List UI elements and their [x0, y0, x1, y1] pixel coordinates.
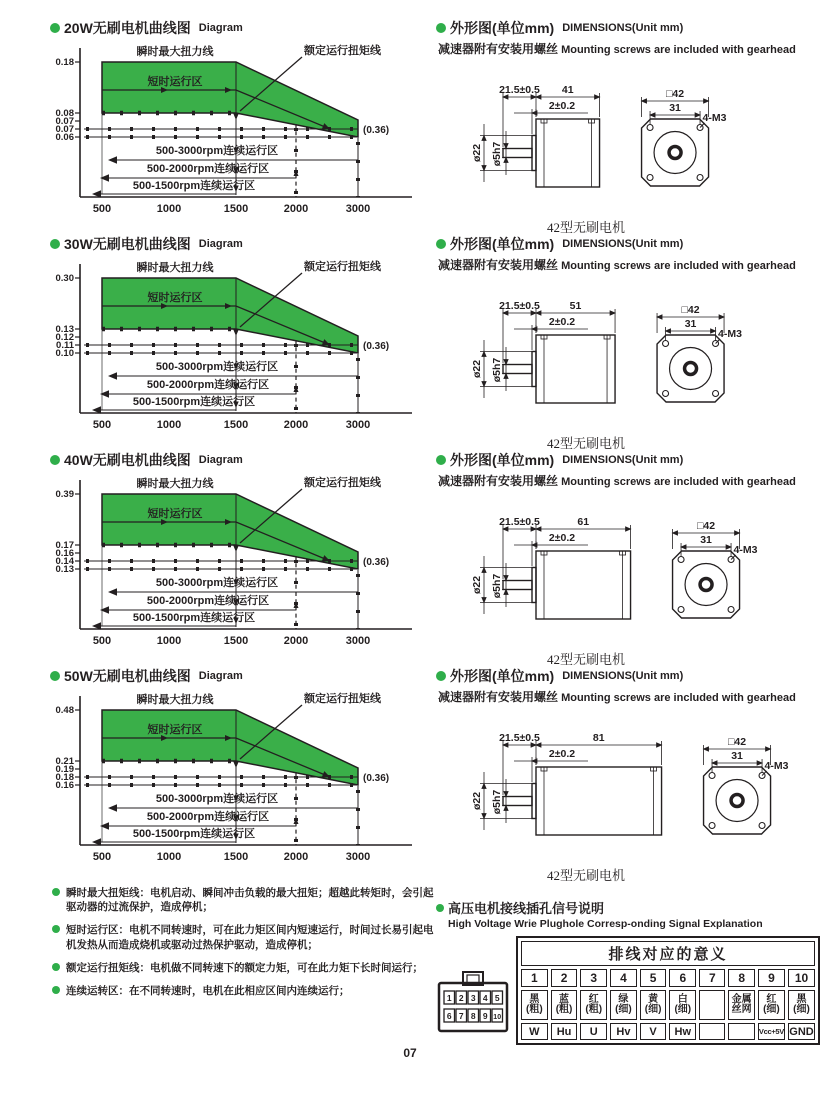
dim-label: □42	[697, 520, 716, 532]
dimension-section-3	[436, 450, 816, 666]
footnote-item	[52, 984, 434, 998]
short-run-zone-label: 短时运行区	[147, 76, 203, 88]
x-tick-label: 500	[92, 851, 112, 863]
wiring-table	[516, 936, 820, 1045]
x-tick-label: 1000	[156, 203, 182, 215]
drawing-lines	[503, 551, 740, 619]
motor-type-caption: 42型无刷电机	[546, 868, 625, 883]
bullet-icon	[52, 986, 60, 994]
footnote-text: 连续运转区：在不同转速时，电机在此相应区间内连续运行；	[66, 984, 350, 997]
chart-title-zh: 30W无刷电机曲线图	[64, 236, 191, 252]
chart-title-zh: 20W无刷电机曲线图	[64, 20, 191, 36]
dimension-drawing-51	[436, 279, 816, 431]
mounting-note: 减速器附有安装用螺丝 Mounting screws are included with gearhead	[438, 690, 796, 704]
tip-annotation: (0.36)	[363, 557, 390, 568]
y-tick-label: 0.21	[55, 756, 74, 767]
x-tick-label: 500	[92, 203, 112, 215]
wiring-cell-clr: 红(细)	[758, 990, 785, 1020]
dim-label-flange: ø22	[471, 791, 483, 811]
wiring-cell-pin: 4	[610, 969, 637, 987]
x-tick-label: 1500	[223, 203, 249, 215]
connector-pin: 2	[458, 993, 464, 1003]
torque-chart-30w	[50, 258, 424, 446]
dim-title-en: DIMENSIONS(Unit mm)	[562, 670, 684, 682]
chart-section-title	[50, 234, 424, 254]
dimension-labels	[471, 732, 789, 814]
mounting-note: 减速器附有安装用螺丝 Mounting screws are included with gearhead	[438, 474, 796, 488]
chart-section-title	[50, 18, 424, 38]
torque-chart-svg	[50, 42, 424, 228]
x-tick-label: 2000	[283, 635, 309, 647]
dimension-header	[436, 666, 816, 686]
dim-label: 2±0.2	[548, 100, 576, 112]
dim-label: 31	[684, 318, 697, 330]
footnote-text: 短时运行区：电机不同转速时，可在此力矩区间内短速运行，时间过长易引起电机发热从而造成烧机或驱动过热保护驱动，造成停机；	[66, 924, 434, 951]
wiring-title-zh: 高压电机接线插孔信号说明	[448, 901, 605, 916]
x-tick-label: 500	[92, 635, 112, 647]
wiring-cell-pin: 3	[580, 969, 607, 987]
connector-pin: 3	[470, 993, 476, 1003]
wiring-cell-sig: U	[580, 1023, 607, 1040]
zone-2000-label: 500-2000rpm连续运行区	[146, 379, 270, 391]
dimension-section-1	[436, 18, 816, 234]
tip-annotation: (0.36)	[363, 341, 390, 352]
y-tick-label: 0.16	[55, 548, 74, 559]
chart-section-title	[50, 666, 424, 686]
connector-plug-icon	[436, 970, 512, 1039]
dim-label-flange: ø22	[471, 143, 483, 163]
x-tick-label: 500	[92, 419, 112, 431]
wiring-body	[436, 936, 820, 1045]
connector-pin: 8	[470, 1011, 476, 1021]
wiring-cell-clr: 黑(细)	[788, 990, 815, 1020]
wiring-cell-pin: 1	[521, 969, 548, 987]
chart-section-30w	[50, 234, 424, 450]
dim-label-flange: ø22	[471, 359, 483, 379]
wiring-cell-sig: W	[521, 1023, 548, 1040]
wiring-cell-pin: 6	[669, 969, 696, 987]
dim-label: □42	[728, 736, 747, 748]
chart-section-title	[50, 450, 424, 470]
wiring-cell-clr: 红(粗)	[580, 990, 607, 1020]
wiring-cell-sig	[699, 1023, 725, 1040]
footnote-text: 瞬时最大扭矩线：电机启动、瞬间冲击负载的最大扭矩；超越此转矩时，会引起驱动器的过流保护，造成停机；	[66, 887, 434, 914]
bullet-icon	[50, 239, 60, 249]
bullet-icon	[52, 888, 60, 896]
connector-pin: 10	[493, 1014, 502, 1021]
bullet-icon	[436, 904, 444, 912]
dimension-header	[436, 450, 816, 470]
footnotes	[52, 886, 434, 1007]
chart-title-en: Diagram	[198, 670, 243, 682]
dimension-svg	[436, 495, 816, 647]
wiring-cell-clr: 黄(细)	[640, 990, 667, 1020]
bullet-icon	[436, 455, 446, 465]
connector-pin: 4	[482, 993, 488, 1003]
dim-label: 41	[561, 84, 574, 96]
max-torque-line-label: 瞬时最大扭力线	[136, 262, 214, 274]
x-tick-label: 3000	[345, 203, 371, 215]
short-run-zone-label: 短时运行区	[147, 292, 203, 304]
drawing-lines	[503, 119, 709, 187]
max-torque-line-label: 瞬时最大扭力线	[136, 694, 214, 706]
rated-torque-line-label: 额定运行扭矩线	[304, 693, 381, 705]
charts-column	[50, 18, 424, 882]
wiring-cell-pin: 9	[758, 969, 785, 987]
footnote-text: 额定运行扭矩线：电机做不同转速下的额定力矩，可在此力矩下长时间运行；	[66, 961, 423, 974]
connector-pin: 6	[446, 1011, 452, 1021]
torque-chart-40w	[50, 474, 424, 662]
y-tick-label: 0.13	[55, 564, 74, 575]
dim-label: 21.5±0.5	[499, 732, 540, 744]
y-tick-label: 0.14	[55, 556, 74, 567]
chart-title-en: Diagram	[198, 454, 243, 466]
wiring-cell-sig: Vcc+5V	[758, 1023, 785, 1040]
x-tick-label: 3000	[345, 635, 371, 647]
dimension-svg	[436, 279, 816, 431]
dim-label: 2±0.2	[548, 316, 576, 328]
y-tick-label: 0.48	[55, 705, 74, 716]
wiring-table-title: 排线对应的意义	[521, 941, 815, 966]
wiring-cell-pin: 7	[699, 969, 725, 987]
dim-label: 2±0.2	[548, 748, 576, 760]
torque-chart-50w	[50, 690, 424, 878]
connector-plug-svg	[436, 970, 512, 1034]
wiring-cell-pin: 5	[640, 969, 667, 987]
dim-label-shaft: ø5h7	[491, 789, 503, 815]
wiring-cell-pin: 2	[551, 969, 578, 987]
dim-title-zh: 外形图(单位mm)	[450, 452, 555, 468]
chart-title-en: Diagram	[198, 22, 243, 34]
dim-title-en: DIMENSIONS(Unit mm)	[562, 22, 684, 34]
wiring-title	[436, 898, 820, 917]
page-number: 07	[403, 1046, 417, 1060]
bullet-icon	[52, 963, 60, 971]
dim-title-zh: 外形图(单位mm)	[450, 668, 555, 684]
wiring-cell-sig: Hu	[551, 1023, 578, 1040]
short-run-zone-label: 短时运行区	[147, 508, 203, 520]
dimension-drawing-41	[436, 63, 816, 215]
zone-3000-label: 500-3000rpm连续运行区	[155, 145, 279, 157]
wiring-cell-pin: 8	[728, 969, 754, 987]
x-tick-label: 3000	[345, 851, 371, 863]
y-tick-label: 0.17	[55, 540, 74, 551]
drawing-lines	[503, 335, 724, 403]
rated-torque-line-label: 额定运行扭矩线	[304, 45, 381, 57]
dim-title-en: DIMENSIONS(Unit mm)	[562, 238, 684, 250]
x-tick-label: 1000	[156, 635, 182, 647]
connector-pin: 7	[458, 1011, 464, 1021]
rated-torque-line-label: 额定运行扭矩线	[304, 477, 381, 489]
dim-label-shaft: ø5h7	[491, 573, 503, 599]
dim-label: 61	[577, 516, 590, 528]
dim-label: 51	[569, 300, 582, 312]
y-tick-label: 0.16	[55, 780, 74, 791]
bullet-icon	[436, 671, 446, 681]
x-tick-label: 2000	[283, 203, 309, 215]
zone-2000-label: 500-2000rpm连续运行区	[146, 811, 270, 823]
dim-title-en: DIMENSIONS(Unit mm)	[562, 454, 684, 466]
bullet-icon	[50, 671, 60, 681]
dim-label-holes: 4-M3	[733, 544, 758, 556]
y-tick-label: 0.18	[55, 772, 74, 783]
dimension-svg	[436, 63, 816, 215]
wiring-section	[436, 898, 820, 1045]
dim-label: 21.5±0.5	[499, 300, 540, 312]
wiring-cell-sig: GND	[788, 1023, 815, 1040]
wiring-cell-clr: 金属丝网	[728, 990, 754, 1020]
y-tick-label: 0.08	[55, 108, 74, 119]
wiring-cell-sig: Hw	[669, 1023, 696, 1040]
chart-title-zh: 50W无刷电机曲线图	[64, 668, 191, 684]
mounting-note: 减速器附有安装用螺丝 Mounting screws are included with gearhead	[438, 258, 796, 272]
chart-title-zh: 40W无刷电机曲线图	[64, 452, 191, 468]
wiring-cell-sig	[728, 1023, 754, 1040]
zone-1500-label: 500-1500rpm连续运行区	[132, 180, 256, 192]
footnote-item	[52, 886, 434, 914]
wiring-cell-pin: 10	[788, 969, 815, 987]
zone-1500-label: 500-1500rpm连续运行区	[132, 828, 256, 840]
connector-pin: 1	[446, 993, 452, 1003]
wiring-cell-clr: 蓝(粗)	[551, 990, 578, 1020]
wiring-cell-clr: 绿(细)	[610, 990, 637, 1020]
dimension-section-4	[436, 666, 816, 882]
wiring-cell-clr: 白(细)	[669, 990, 696, 1020]
motor-type-caption: 42型无刷电机	[546, 220, 625, 235]
zone-3000-label: 500-3000rpm连续运行区	[155, 793, 279, 805]
mounting-note: 减速器附有安装用螺丝 Mounting screws are included with gearhead	[438, 42, 796, 56]
wiring-cell-clr: 黑(粗)	[521, 990, 548, 1020]
torque-band	[102, 710, 358, 785]
zone-1500-label: 500-1500rpm连续运行区	[132, 612, 256, 624]
connector-pin: 9	[482, 1011, 488, 1021]
rated-torque-line-label: 额定运行扭矩线	[304, 261, 381, 273]
chart-title-en: Diagram	[198, 238, 243, 250]
torque-band	[102, 62, 358, 137]
zone-3000-label: 500-3000rpm连续运行区	[155, 361, 279, 373]
motor-type-caption: 42型无刷电机	[546, 652, 625, 667]
bullet-icon	[50, 455, 60, 465]
dimension-lines	[480, 741, 771, 830]
bullet-icon	[436, 23, 446, 33]
y-tick-label: 0.12	[55, 332, 74, 343]
zone-3000-label: 500-3000rpm连续运行区	[155, 577, 279, 589]
dim-label: □42	[681, 304, 700, 316]
dimension-section-2	[436, 234, 816, 450]
dim-label: 21.5±0.5	[499, 516, 540, 528]
dim-label: 2±0.2	[548, 532, 576, 544]
footnote-item	[52, 923, 434, 951]
zone-2000-label: 500-2000rpm连续运行区	[146, 595, 270, 607]
y-tick-label: 0.18	[55, 57, 74, 68]
dimension-header	[436, 18, 816, 38]
dim-label-holes: 4-M3	[718, 328, 742, 340]
footnote-item	[52, 961, 434, 975]
dimension-drawing-61	[436, 495, 816, 647]
chart-section-40w	[50, 450, 424, 666]
y-tick-label: 0.10	[55, 348, 74, 359]
y-tick-label: 0.30	[55, 273, 74, 284]
dim-label: 31	[669, 102, 681, 114]
chart-section-20w	[50, 18, 424, 234]
bullet-icon	[436, 239, 446, 249]
dimension-labels	[471, 300, 742, 382]
bullet-icon	[52, 925, 60, 933]
dimension-svg	[436, 711, 816, 863]
dimensions-column	[436, 18, 816, 882]
wiring-cell-sig: V	[640, 1023, 667, 1040]
y-tick-label: 0.07	[55, 124, 74, 135]
torque-chart-svg	[50, 474, 424, 660]
y-tick-label: 0.07	[55, 116, 74, 127]
dimension-labels	[471, 516, 758, 598]
dim-label: 21.5±0.5	[499, 84, 540, 96]
dim-label-holes: 4-M3	[702, 112, 727, 124]
x-tick-label: 1000	[156, 419, 182, 431]
torque-band	[102, 494, 358, 569]
dim-label-holes: 4-M3	[764, 760, 789, 772]
dim-label: 31	[731, 750, 743, 762]
x-tick-label: 2000	[283, 419, 309, 431]
tip-annotation: (0.36)	[363, 125, 390, 136]
dim-label-shaft: ø5h7	[491, 141, 503, 167]
dim-label-shaft: ø5h7	[491, 357, 503, 383]
chart-section-50w	[50, 666, 424, 882]
torque-chart-svg	[50, 690, 424, 876]
dim-label: 31	[700, 534, 712, 546]
max-torque-line-label: 瞬时最大扭力线	[136, 46, 214, 58]
dim-title-zh: 外形图(单位mm)	[450, 236, 555, 252]
dim-label: 81	[592, 732, 605, 744]
torque-band	[102, 278, 358, 353]
x-tick-label: 1500	[223, 635, 249, 647]
connector-pin: 5	[494, 993, 500, 1003]
wiring-title-en: High Voltage Wrie Plughole Corresp-onding Signal Explanation	[448, 918, 763, 930]
drawing-lines	[503, 767, 771, 835]
y-tick-label: 0.06	[55, 132, 74, 143]
zone-2000-label: 500-2000rpm连续运行区	[146, 163, 270, 175]
torque-chart-svg	[50, 258, 424, 444]
x-tick-label: 1000	[156, 851, 182, 863]
x-tick-label: 1500	[223, 851, 249, 863]
dim-label-flange: ø22	[471, 575, 483, 595]
y-tick-label: 0.13	[55, 324, 74, 335]
dim-label: □42	[666, 88, 685, 100]
y-tick-label: 0.11	[56, 340, 74, 351]
wiring-cell-clr	[699, 990, 725, 1020]
dimension-drawing-81	[436, 711, 816, 863]
short-run-zone-label: 短时运行区	[147, 724, 203, 736]
max-torque-line-label: 瞬时最大扭力线	[136, 478, 214, 490]
torque-chart-20w	[50, 42, 424, 230]
x-tick-label: 1500	[223, 419, 249, 431]
x-tick-label: 3000	[345, 419, 371, 431]
x-tick-label: 2000	[283, 851, 309, 863]
dim-title-zh: 外形图(单位mm)	[450, 20, 555, 36]
y-tick-label: 0.19	[55, 764, 74, 775]
wiring-cell-sig: Hv	[610, 1023, 637, 1040]
tip-annotation: (0.36)	[363, 773, 390, 784]
bullet-icon	[50, 23, 60, 33]
dimension-header	[436, 234, 816, 254]
motor-type-caption: 42型无刷电机	[546, 436, 625, 451]
zone-1500-label: 500-1500rpm连续运行区	[132, 396, 256, 408]
y-tick-label: 0.39	[55, 489, 74, 500]
